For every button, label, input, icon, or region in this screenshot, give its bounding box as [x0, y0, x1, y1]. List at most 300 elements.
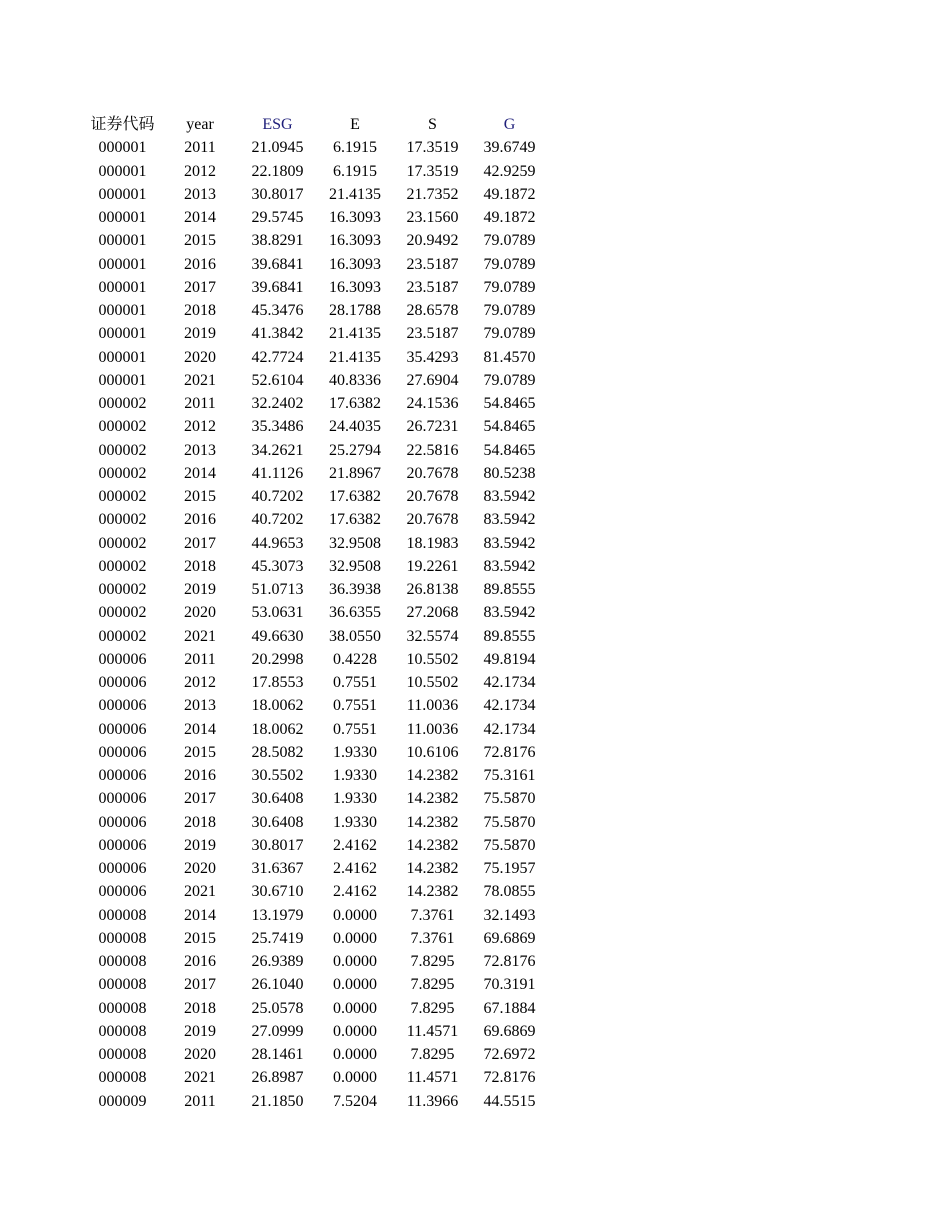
cell-year: 2018 — [184, 557, 216, 575]
table-row — [84, 973, 548, 996]
cell-code: 000001 — [98, 371, 147, 389]
cell-e: 38.0550 — [329, 627, 381, 645]
cell-code: 000008 — [98, 1046, 147, 1063]
table-row — [84, 532, 548, 555]
cell-code: 000002 — [98, 511, 147, 529]
cell-e: 0.7551 — [333, 720, 377, 738]
cell-year: 2020 — [184, 348, 216, 366]
table-row — [84, 811, 548, 834]
cell-s: 7.3761 — [410, 929, 455, 947]
cell-year: 2013 — [184, 185, 216, 203]
cell-code: 000001 — [98, 348, 147, 366]
table-row — [84, 997, 548, 1020]
cell-code: 000001 — [98, 278, 147, 296]
cell-code: 000001 — [98, 185, 147, 203]
cell-s: 7.3761 — [410, 906, 455, 924]
cell-s: 17.3519 — [406, 162, 459, 180]
cell-e: 0.0000 — [333, 1022, 377, 1040]
cell-esg: 18.0062 — [251, 697, 304, 715]
table-row — [84, 299, 548, 322]
table-row — [84, 787, 548, 810]
cell-e: 16.3093 — [329, 209, 381, 226]
cell-esg: 25.7419 — [251, 929, 304, 947]
table-row — [84, 1090, 548, 1113]
cell-g: 32.1493 — [483, 906, 536, 924]
cell-s: 27.2068 — [406, 604, 459, 622]
cell-e: 2.4162 — [333, 836, 377, 854]
cell-code: 000002 — [98, 395, 147, 412]
cell-esg: 13.1979 — [251, 906, 304, 924]
cell-code: 000001 — [98, 302, 147, 319]
cell-s: 26.7231 — [406, 418, 459, 436]
cell-e: 21.4135 — [329, 185, 381, 203]
table-row — [84, 601, 548, 624]
cell-s: 20.7678 — [406, 488, 459, 505]
cell-esg: 28.5082 — [251, 743, 304, 761]
table-row — [84, 648, 548, 671]
table-body — [84, 136, 548, 1113]
cell-code: 000009 — [98, 1092, 147, 1110]
cell-year: 2011 — [184, 395, 216, 412]
table-row — [84, 253, 548, 276]
cell-g: 80.5238 — [483, 464, 536, 482]
cell-e: 25.2794 — [329, 441, 381, 459]
table-row — [84, 694, 548, 717]
cell-s: 23.5187 — [406, 255, 459, 273]
cell-code: 000001 — [98, 232, 147, 250]
cell-g: 83.5942 — [483, 557, 536, 575]
column-header-year: year — [186, 116, 214, 133]
cell-e: 0.7551 — [333, 674, 377, 691]
cell-s: 21.7352 — [406, 185, 459, 203]
table-row — [84, 1066, 548, 1089]
cell-e: 0.0000 — [333, 999, 377, 1017]
cell-esg: 18.0062 — [251, 720, 304, 738]
cell-e: 0.0000 — [333, 906, 377, 924]
cell-esg: 30.6408 — [251, 813, 304, 831]
cell-esg: 21.1850 — [251, 1092, 304, 1110]
cell-esg: 39.6841 — [251, 255, 304, 273]
cell-esg: 41.1126 — [251, 464, 304, 482]
table-row — [84, 485, 548, 508]
cell-esg: 52.6104 — [251, 371, 304, 389]
cell-year: 2012 — [184, 674, 216, 691]
cell-g: 70.3191 — [483, 976, 536, 994]
cell-code: 000002 — [98, 557, 147, 575]
header-row — [84, 113, 548, 136]
cell-esg: 31.6367 — [251, 860, 304, 877]
cell-code: 000006 — [98, 860, 147, 877]
table-row — [84, 625, 548, 648]
cell-year: 2014 — [184, 464, 216, 482]
table-row — [84, 322, 548, 345]
column-header-g: G — [503, 116, 516, 133]
cell-s: 23.5187 — [406, 325, 459, 343]
cell-e: 0.4228 — [333, 650, 377, 668]
cell-e: 1.9330 — [333, 813, 377, 831]
cell-e: 0.0000 — [333, 953, 377, 970]
cell-s: 14.2382 — [406, 883, 459, 901]
cell-e: 32.9508 — [329, 557, 381, 575]
table-header — [84, 113, 548, 136]
cell-code: 000008 — [98, 929, 147, 947]
cell-g: 79.0789 — [483, 325, 536, 343]
cell-code: 000001 — [98, 325, 147, 343]
cell-e: 17.6382 — [329, 511, 381, 529]
cell-g: 75.5870 — [483, 813, 536, 831]
cell-year: 2019 — [184, 1022, 216, 1040]
table-row — [84, 462, 548, 485]
cell-e: 2.4162 — [333, 883, 377, 901]
cell-code: 000002 — [98, 581, 147, 598]
cell-g: 49.1872 — [483, 185, 536, 203]
table-row — [84, 904, 548, 927]
cell-g: 81.4570 — [483, 348, 536, 366]
cell-year: 2011 — [184, 650, 216, 668]
cell-g: 75.5870 — [483, 790, 536, 808]
table-row — [84, 508, 548, 531]
column-header-e: E — [350, 116, 360, 133]
table-row — [84, 741, 548, 764]
cell-s: 7.8295 — [410, 1046, 455, 1063]
cell-g: 79.0789 — [483, 255, 536, 273]
cell-esg: 30.6408 — [251, 790, 304, 808]
cell-year: 2016 — [184, 953, 216, 970]
cell-code: 000002 — [98, 604, 147, 622]
cell-year: 2017 — [184, 976, 216, 994]
cell-e: 2.4162 — [333, 860, 377, 877]
cell-esg: 35.3486 — [251, 418, 304, 436]
cell-code: 000002 — [98, 627, 147, 645]
table-row — [84, 555, 548, 578]
cell-e: 21.8967 — [329, 464, 381, 482]
cell-e: 17.6382 — [329, 395, 381, 412]
table-row — [84, 392, 548, 415]
cell-g: 49.1872 — [483, 209, 536, 226]
cell-code: 000006 — [98, 720, 147, 738]
table-row — [84, 1043, 548, 1066]
table-row — [84, 857, 548, 880]
cell-code: 000008 — [98, 1069, 147, 1087]
cell-g: 79.0789 — [483, 278, 536, 296]
cell-esg: 22.1809 — [251, 162, 304, 180]
cell-g: 42.1734 — [483, 720, 536, 738]
cell-code: 000008 — [98, 906, 147, 924]
cell-s: 28.6578 — [406, 302, 459, 319]
cell-code: 000001 — [98, 209, 147, 226]
cell-e: 0.7551 — [333, 697, 377, 715]
cell-e: 16.3093 — [329, 232, 381, 250]
cell-year: 2018 — [184, 302, 216, 319]
cell-year: 2016 — [184, 767, 216, 784]
cell-year: 2013 — [184, 697, 216, 715]
cell-year: 2020 — [184, 860, 216, 877]
cell-s: 10.6106 — [406, 743, 459, 761]
cell-g: 49.8194 — [483, 650, 536, 668]
cell-year: 2019 — [184, 836, 216, 854]
cell-e: 21.4135 — [329, 348, 381, 366]
cell-e: 16.3093 — [329, 278, 381, 296]
cell-code: 000008 — [98, 976, 147, 994]
cell-e: 0.0000 — [333, 1046, 377, 1063]
cell-code: 000001 — [98, 255, 147, 273]
cell-e: 32.9508 — [329, 534, 381, 552]
table-row — [84, 346, 548, 369]
cell-year: 2014 — [184, 209, 216, 226]
cell-g: 42.9259 — [483, 162, 536, 180]
cell-g: 54.8465 — [483, 418, 536, 436]
column-header-s: S — [428, 116, 437, 133]
table-row — [84, 369, 548, 392]
cell-year: 2017 — [184, 278, 216, 296]
cell-year: 2016 — [184, 255, 216, 273]
table-row — [84, 764, 548, 787]
cell-code: 000006 — [98, 674, 147, 691]
cell-esg: 45.3476 — [251, 302, 304, 319]
cell-esg: 32.2402 — [251, 395, 304, 412]
cell-e: 24.4035 — [329, 418, 381, 436]
cell-s: 32.5574 — [406, 627, 459, 645]
cell-g: 79.0789 — [483, 371, 536, 389]
cell-year: 2017 — [184, 534, 216, 552]
cell-g: 72.8176 — [483, 743, 536, 761]
table-row — [84, 880, 548, 903]
table-row — [84, 276, 548, 299]
cell-s: 10.5502 — [406, 674, 459, 691]
cell-s: 20.7678 — [406, 464, 459, 482]
cell-s: 20.9492 — [406, 232, 459, 250]
cell-e: 6.1915 — [333, 162, 377, 180]
cell-year: 2021 — [184, 1069, 216, 1087]
cell-s: 27.6904 — [406, 371, 459, 389]
table-row — [84, 229, 548, 252]
cell-e: 0.0000 — [333, 929, 377, 947]
cell-esg: 17.8553 — [251, 674, 304, 691]
cell-g: 39.6749 — [483, 139, 536, 157]
cell-esg: 41.3842 — [251, 325, 304, 343]
cell-year: 2019 — [184, 581, 216, 598]
cell-s: 20.7678 — [406, 511, 459, 529]
cell-g: 83.5942 — [483, 511, 536, 529]
cell-code: 000006 — [98, 836, 147, 854]
cell-esg: 20.2998 — [251, 650, 304, 668]
cell-year: 2020 — [184, 1046, 216, 1063]
cell-s: 7.8295 — [410, 976, 455, 994]
cell-code: 000002 — [98, 488, 147, 505]
cell-g: 72.8176 — [483, 953, 536, 970]
cell-g: 83.5942 — [483, 488, 536, 505]
column-header-esg: ESG — [262, 116, 293, 133]
cell-s: 14.2382 — [406, 813, 459, 831]
cell-s: 7.8295 — [410, 999, 455, 1017]
cell-s: 19.2261 — [406, 557, 459, 575]
cell-code: 000006 — [98, 650, 147, 668]
cell-esg: 30.6710 — [251, 883, 304, 901]
cell-e: 0.0000 — [333, 976, 377, 994]
cell-year: 2015 — [184, 929, 216, 947]
cell-code: 000001 — [98, 139, 147, 157]
cell-g: 44.5515 — [483, 1092, 536, 1110]
cell-g: 54.8465 — [483, 395, 536, 412]
cell-e: 0.0000 — [333, 1069, 377, 1087]
cell-e: 17.6382 — [329, 488, 381, 505]
cell-g: 69.6869 — [483, 1022, 536, 1040]
cell-e: 40.8336 — [329, 371, 381, 389]
cell-code: 000006 — [98, 813, 147, 831]
cell-esg: 30.8017 — [251, 185, 304, 203]
cell-g: 89.8555 — [483, 627, 536, 645]
cell-s: 7.8295 — [410, 953, 455, 970]
table-row — [84, 718, 548, 741]
cell-esg: 38.8291 — [251, 232, 304, 250]
cell-e: 21.4135 — [329, 325, 381, 343]
cell-s: 23.5187 — [406, 278, 459, 296]
cell-year: 2014 — [184, 720, 216, 738]
cell-e: 1.9330 — [333, 743, 377, 761]
cell-s: 14.2382 — [406, 767, 459, 784]
cell-s: 23.1560 — [406, 209, 459, 226]
cell-code: 000006 — [98, 767, 147, 784]
cell-s: 11.4571 — [406, 1022, 459, 1040]
table-row — [84, 439, 548, 462]
cell-year: 2013 — [184, 441, 216, 459]
cell-code: 000006 — [98, 790, 147, 808]
cell-g: 42.1734 — [483, 697, 536, 715]
table-row — [84, 671, 548, 694]
cell-g: 78.0855 — [483, 883, 536, 901]
table-row — [84, 927, 548, 950]
table-row — [84, 1020, 548, 1043]
cell-s: 10.5502 — [406, 650, 459, 668]
cell-esg: 40.7202 — [251, 488, 304, 505]
cell-esg: 26.9389 — [251, 953, 304, 970]
table-row — [84, 183, 548, 206]
cell-esg: 30.8017 — [251, 836, 304, 854]
cell-e: 36.3938 — [329, 581, 381, 598]
cell-e: 6.1915 — [333, 139, 377, 157]
cell-code: 000006 — [98, 743, 147, 761]
cell-s: 14.2382 — [406, 790, 459, 808]
cell-year: 2020 — [184, 604, 216, 622]
cell-g: 89.8555 — [483, 581, 536, 598]
cell-esg: 26.1040 — [251, 976, 304, 994]
cell-e: 1.9330 — [333, 767, 377, 784]
cell-s: 11.0036 — [406, 697, 459, 715]
cell-esg: 26.8987 — [251, 1069, 304, 1087]
cell-s: 35.4293 — [406, 348, 459, 366]
cell-code: 000008 — [98, 1022, 147, 1040]
cell-esg: 42.7724 — [251, 348, 304, 366]
cell-esg: 29.5745 — [251, 209, 304, 226]
cell-year: 2014 — [184, 906, 216, 924]
esg-data-table — [84, 113, 548, 1113]
cell-year: 2012 — [184, 418, 216, 436]
cell-g: 72.6972 — [483, 1046, 536, 1063]
cell-g: 42.1734 — [483, 674, 536, 691]
cell-g: 72.8176 — [483, 1069, 536, 1087]
cell-s: 22.5816 — [406, 441, 459, 459]
cell-esg: 39.6841 — [251, 278, 304, 296]
cell-g: 83.5942 — [483, 604, 536, 622]
table-row — [84, 950, 548, 973]
cell-s: 26.8138 — [406, 581, 459, 598]
cell-year: 2018 — [184, 813, 216, 831]
cell-year: 2016 — [184, 511, 216, 529]
cell-year: 2021 — [184, 627, 216, 645]
cell-year: 2018 — [184, 999, 216, 1017]
cell-year: 2015 — [184, 488, 216, 505]
cell-e: 36.6355 — [329, 604, 381, 622]
cell-s: 11.0036 — [406, 720, 459, 738]
cell-g: 75.1957 — [483, 860, 536, 877]
table-row — [84, 136, 548, 159]
cell-year: 2019 — [184, 325, 216, 343]
cell-year: 2021 — [184, 371, 216, 389]
cell-year: 2017 — [184, 790, 216, 808]
cell-year: 2011 — [184, 139, 216, 157]
cell-esg: 45.3073 — [251, 557, 304, 575]
cell-esg: 21.0945 — [251, 139, 304, 157]
cell-s: 14.2382 — [406, 836, 459, 854]
cell-e: 1.9330 — [333, 790, 377, 808]
cell-s: 11.3966 — [406, 1092, 459, 1110]
cell-e: 7.5204 — [333, 1092, 377, 1110]
cell-g: 83.5942 — [483, 534, 536, 552]
cell-g: 67.1884 — [483, 999, 536, 1017]
cell-code: 000002 — [98, 418, 147, 436]
table-row — [84, 415, 548, 438]
cell-year: 2021 — [184, 883, 216, 901]
cell-esg: 30.5502 — [251, 767, 304, 784]
cell-s: 17.3519 — [406, 139, 459, 157]
cell-e: 16.3093 — [329, 255, 381, 273]
cell-esg: 44.9653 — [251, 534, 304, 552]
cell-g: 75.3161 — [483, 767, 536, 784]
cell-esg: 25.0578 — [251, 999, 304, 1017]
cell-g: 75.5870 — [483, 836, 536, 854]
cell-esg: 51.0713 — [251, 581, 304, 598]
cell-s: 11.4571 — [406, 1069, 459, 1087]
cell-g: 79.0789 — [483, 302, 536, 319]
cell-esg: 40.7202 — [251, 511, 304, 529]
cell-year: 2015 — [184, 743, 216, 761]
cell-year: 2015 — [184, 232, 216, 250]
cell-s: 18.1983 — [406, 534, 459, 552]
cell-code: 000002 — [98, 441, 147, 459]
table-row — [84, 578, 548, 601]
column-header-code: 证券代码 — [90, 116, 155, 133]
cell-g: 54.8465 — [483, 441, 536, 459]
cell-e: 28.1788 — [329, 302, 381, 319]
table-row — [84, 206, 548, 229]
cell-esg: 49.6630 — [251, 627, 304, 645]
cell-s: 24.1536 — [406, 395, 459, 412]
cell-esg: 27.0999 — [251, 1022, 304, 1040]
cell-year: 2011 — [184, 1092, 216, 1110]
cell-code: 000001 — [98, 162, 147, 180]
cell-g: 69.6869 — [483, 929, 536, 947]
cell-code: 000008 — [98, 999, 147, 1017]
cell-esg: 28.1461 — [251, 1046, 304, 1063]
cell-g: 79.0789 — [483, 232, 536, 250]
cell-year: 2012 — [184, 162, 216, 180]
cell-s: 14.2382 — [406, 860, 459, 877]
cell-code: 000002 — [98, 534, 147, 552]
table-row — [84, 834, 548, 857]
table-row — [84, 160, 548, 183]
cell-code: 000002 — [98, 464, 147, 482]
cell-code: 000006 — [98, 697, 147, 715]
